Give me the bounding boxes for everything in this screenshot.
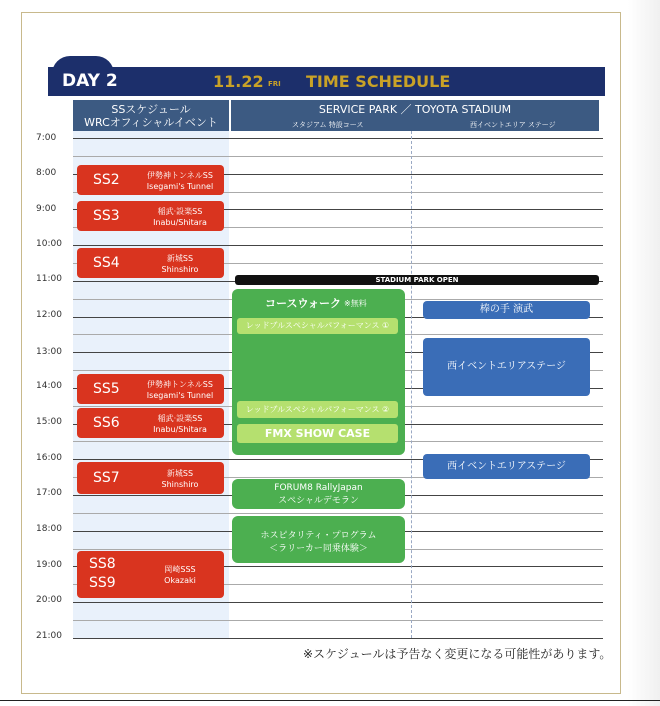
ss-name-en: Isegami's Tunnel xyxy=(146,391,214,400)
fmx-show-case[interactable]: FMX SHOW CASE xyxy=(237,424,398,443)
weekday-label: FRI xyxy=(268,80,281,88)
hour-gridline xyxy=(73,638,603,639)
ss-name-jp: 稲武·設楽SS xyxy=(157,207,203,216)
ss7-event[interactable] xyxy=(77,462,224,494)
time-label: 16:00 xyxy=(36,453,62,463)
date-label: 11.22 xyxy=(213,72,264,91)
ss-name-jp: 新城SS xyxy=(166,469,194,478)
west-stage-subheader: 西イベントエリア ステージ xyxy=(470,121,556,129)
ss6-event[interactable] xyxy=(77,408,224,438)
hour-gridline xyxy=(73,602,603,603)
ss-code: SS8 xyxy=(89,556,116,572)
half-hour-gridline xyxy=(73,156,603,157)
ss-name-jp: 伊勢神トンネルSS xyxy=(147,171,213,180)
forum8-subtitle: スペシャルデモラン xyxy=(278,496,359,506)
west-stage-event-2[interactable]: 西イベントエリアステージ xyxy=(423,454,590,479)
ss-name-en: Shinshiro xyxy=(161,265,199,274)
course-walk-note: ※無料 xyxy=(344,299,367,308)
ss8-ss9-event[interactable] xyxy=(77,551,224,598)
day-label: DAY 2 xyxy=(62,71,118,91)
bounote-performance[interactable]: 棒の手 演武 xyxy=(423,301,590,319)
ss-column-title: SSスケジュール xyxy=(111,103,191,116)
ss-name-en: Isegami's Tunnel xyxy=(146,182,214,191)
time-label: 7:00 xyxy=(36,133,57,143)
bottom-divider xyxy=(0,700,660,701)
hospitality-program[interactable] xyxy=(232,516,405,563)
redbull-performance-1[interactable]: レッドブルスペシャルパフォーマンス ① xyxy=(237,318,398,334)
time-label: 13:00 xyxy=(36,347,62,357)
time-label: 14:00 xyxy=(36,381,62,391)
time-label: 18:00 xyxy=(36,524,62,534)
time-label: 20:00 xyxy=(36,595,62,605)
ss-name-jp: 岡崎SSS xyxy=(164,565,196,574)
hour-gridline xyxy=(73,245,603,246)
ss4-event[interactable] xyxy=(77,248,224,278)
ss-code: SS4 xyxy=(93,255,120,271)
half-hour-gridline xyxy=(73,513,603,514)
hospitality-subtitle: ＜ラリーカー同乗体験＞ xyxy=(269,544,368,554)
ss-name-jp: 伊勢神トンネルSS xyxy=(147,380,213,389)
ss-code: SS5 xyxy=(93,381,120,397)
ss5-event[interactable] xyxy=(77,374,224,404)
time-label: 10:00 xyxy=(36,239,62,249)
hospitality-title: ホスピタリティ・プログラム xyxy=(260,531,377,541)
ss2-event[interactable] xyxy=(77,165,224,195)
forum8-demo-run[interactable] xyxy=(232,479,405,509)
course-walk-title: コースウォーク xyxy=(265,297,342,310)
ss-code: SS6 xyxy=(93,415,120,431)
time-label: 9:00 xyxy=(36,204,57,214)
ss-name-en: Shinshiro xyxy=(161,480,199,489)
time-label: 12:00 xyxy=(36,310,62,320)
ss-name-en: Inabu/Shitara xyxy=(153,425,207,434)
ss-code-secondary: SS9 xyxy=(89,575,116,591)
schedule-disclaimer: ※スケジュールは予告なく変更になる可能性があります。 xyxy=(303,647,612,661)
column-divider xyxy=(411,131,412,638)
ss-name-en: Okazaki xyxy=(164,576,196,585)
time-label: 15:00 xyxy=(36,417,62,427)
schedule-title: TIME SCHEDULE xyxy=(306,72,451,91)
hour-gridline xyxy=(73,138,603,139)
ss-code: SS7 xyxy=(93,470,120,486)
ss-column-header xyxy=(73,100,229,131)
ss-column-subtitle: WRCオフィシャルイベント xyxy=(84,116,218,129)
time-label: 17:00 xyxy=(36,488,62,498)
forum8-title: FORUM8 RallyJapan xyxy=(274,483,363,493)
ss-code: SS3 xyxy=(93,208,120,224)
stadium-course-subheader: スタジアム 特設コース xyxy=(292,121,364,129)
ss-name-en: Inabu/Shitara xyxy=(153,218,207,227)
time-label: 11:00 xyxy=(36,274,62,284)
time-label: 19:00 xyxy=(36,560,62,570)
ss-name-jp: 稲武·設楽SS xyxy=(157,414,203,423)
half-hour-gridline xyxy=(73,620,603,621)
service-park-title: SERVICE PARK ／ TOYOTA STADIUM xyxy=(318,103,512,116)
west-stage-event-1[interactable]: 西イベントエリアステージ xyxy=(423,338,590,396)
ss3-event[interactable] xyxy=(77,201,224,231)
time-label: 21:00 xyxy=(36,631,62,641)
ss-name-jp: 新城SS xyxy=(166,254,194,263)
page-edge-shadow xyxy=(628,0,660,706)
stadium-open-banner: STADIUM PARK OPEN xyxy=(235,275,599,285)
redbull-performance-2[interactable]: レッドブルスペシャルパフォーマンス ② xyxy=(237,401,398,418)
time-label: 8:00 xyxy=(36,168,57,178)
ss-code: SS2 xyxy=(93,172,120,188)
